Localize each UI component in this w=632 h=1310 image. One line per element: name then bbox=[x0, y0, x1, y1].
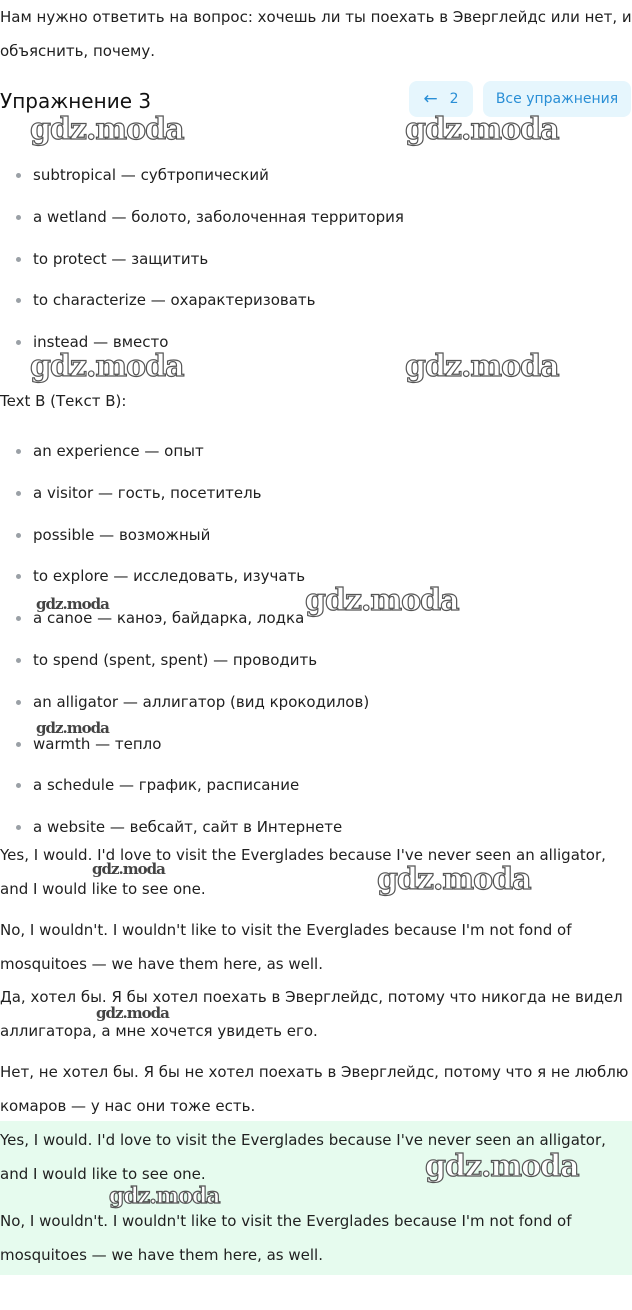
intro-text: Нам нужно ответить на вопрос: хочешь ли ты поехать в Эверглейдс или нет, и объяснить, почему. bbox=[0, 8, 632, 60]
bullet-icon bbox=[16, 449, 21, 454]
bullet-icon bbox=[16, 533, 21, 538]
watermark: gdz.moda bbox=[92, 860, 165, 878]
watermark: gdz.moda bbox=[405, 112, 559, 147]
bullet-icon bbox=[16, 257, 21, 262]
watermark: gdz.moda bbox=[305, 583, 459, 618]
list-item: a website — вебсайт, сайт в Интернете bbox=[0, 814, 369, 856]
list-item: to explore — исследовать, изучать bbox=[0, 563, 369, 605]
watermark: gdz.moda bbox=[30, 112, 184, 147]
prev-exercise-label: 2 bbox=[449, 91, 459, 107]
highlight-answer-yes: Yes, I would. I'd love to visit the Everglades because I've never seen an alligator, and I would like to see one. bbox=[0, 1131, 606, 1183]
bullet-icon bbox=[16, 700, 21, 705]
bullet-icon bbox=[16, 173, 21, 178]
bullet-icon bbox=[16, 825, 21, 830]
answer-yes-en: Yes, I would. I'd love to visit the Everglades because I've never seen an alligator, and I would like to see one. bbox=[0, 846, 606, 898]
list-item: a wetland — болото, заболоченная территория bbox=[0, 204, 404, 246]
bullet-icon bbox=[16, 616, 21, 621]
watermark: gdz.moda bbox=[36, 719, 109, 737]
list-item: instead — вместо bbox=[0, 329, 404, 371]
list-item: a schedule — график, расписание bbox=[0, 772, 369, 814]
list-item: to characterize — охарактеризовать bbox=[0, 287, 404, 329]
prev-exercise-button[interactable] bbox=[409, 81, 473, 117]
list-item: a canoe — каноэ, байдарка, лодка bbox=[0, 605, 369, 647]
answer-no-ru: Нет, не хотел бы. Я бы не хотел поехать в Эверглейдс, потому что я не люблю комаров — у нас они тоже есть. bbox=[0, 1063, 629, 1115]
list-item: to spend (spent, spent) — проводить bbox=[0, 647, 369, 689]
list-item: to protect — защитить bbox=[0, 246, 404, 288]
vocab-list-a bbox=[0, 162, 404, 371]
list-item: an experience — опыт bbox=[0, 438, 369, 480]
list-item: warmth — тепло bbox=[0, 731, 369, 773]
bullet-icon bbox=[16, 340, 21, 345]
bullet-icon bbox=[16, 215, 21, 220]
list-item: a visitor — гость, посетитель bbox=[0, 480, 369, 522]
vocab-list-b bbox=[0, 438, 369, 856]
bullet-icon bbox=[16, 783, 21, 788]
list-item: possible — возможный bbox=[0, 522, 369, 564]
answer-no-en: No, I wouldn't. I wouldn't like to visit the Everglades because I'm not fond of mosquitoes — we have them here, as well. bbox=[0, 921, 572, 973]
list-item: subtropical — субтропический bbox=[0, 162, 404, 204]
text-b-label: Text B (Текст B): bbox=[0, 392, 127, 410]
bullet-icon bbox=[16, 491, 21, 496]
watermark: gdz.moda bbox=[109, 1183, 220, 1209]
bullet-icon bbox=[16, 742, 21, 747]
watermark: gdz.moda bbox=[425, 1149, 579, 1184]
bullet-icon bbox=[16, 298, 21, 303]
bullet-icon bbox=[16, 574, 21, 579]
answer-yes-ru: Да, хотел бы. Я бы хотел поехать в Эверглейдс, потому что никогда не видел аллигатора, а мне хочется увидеть его. bbox=[0, 988, 623, 1040]
exercise-title: Упражнение 3 bbox=[0, 89, 152, 113]
watermark: gdz.moda bbox=[30, 349, 184, 384]
watermark: gdz.moda bbox=[96, 1004, 169, 1022]
highlight-answer-no: No, I wouldn't. I wouldn't like to visit the Everglades because I'm not fond of mosquitoes — we have them here, as well. bbox=[0, 1212, 572, 1264]
arrow-left-icon: ← bbox=[423, 89, 438, 109]
bullet-icon bbox=[16, 658, 21, 663]
watermark: gdz.moda bbox=[405, 349, 559, 384]
watermark: gdz.moda bbox=[36, 595, 109, 613]
all-exercises-button[interactable]: Все упражнения bbox=[483, 81, 631, 117]
list-item: an alligator — аллигатор (вид крокодилов) bbox=[0, 689, 369, 731]
watermark: gdz.moda bbox=[377, 862, 531, 897]
